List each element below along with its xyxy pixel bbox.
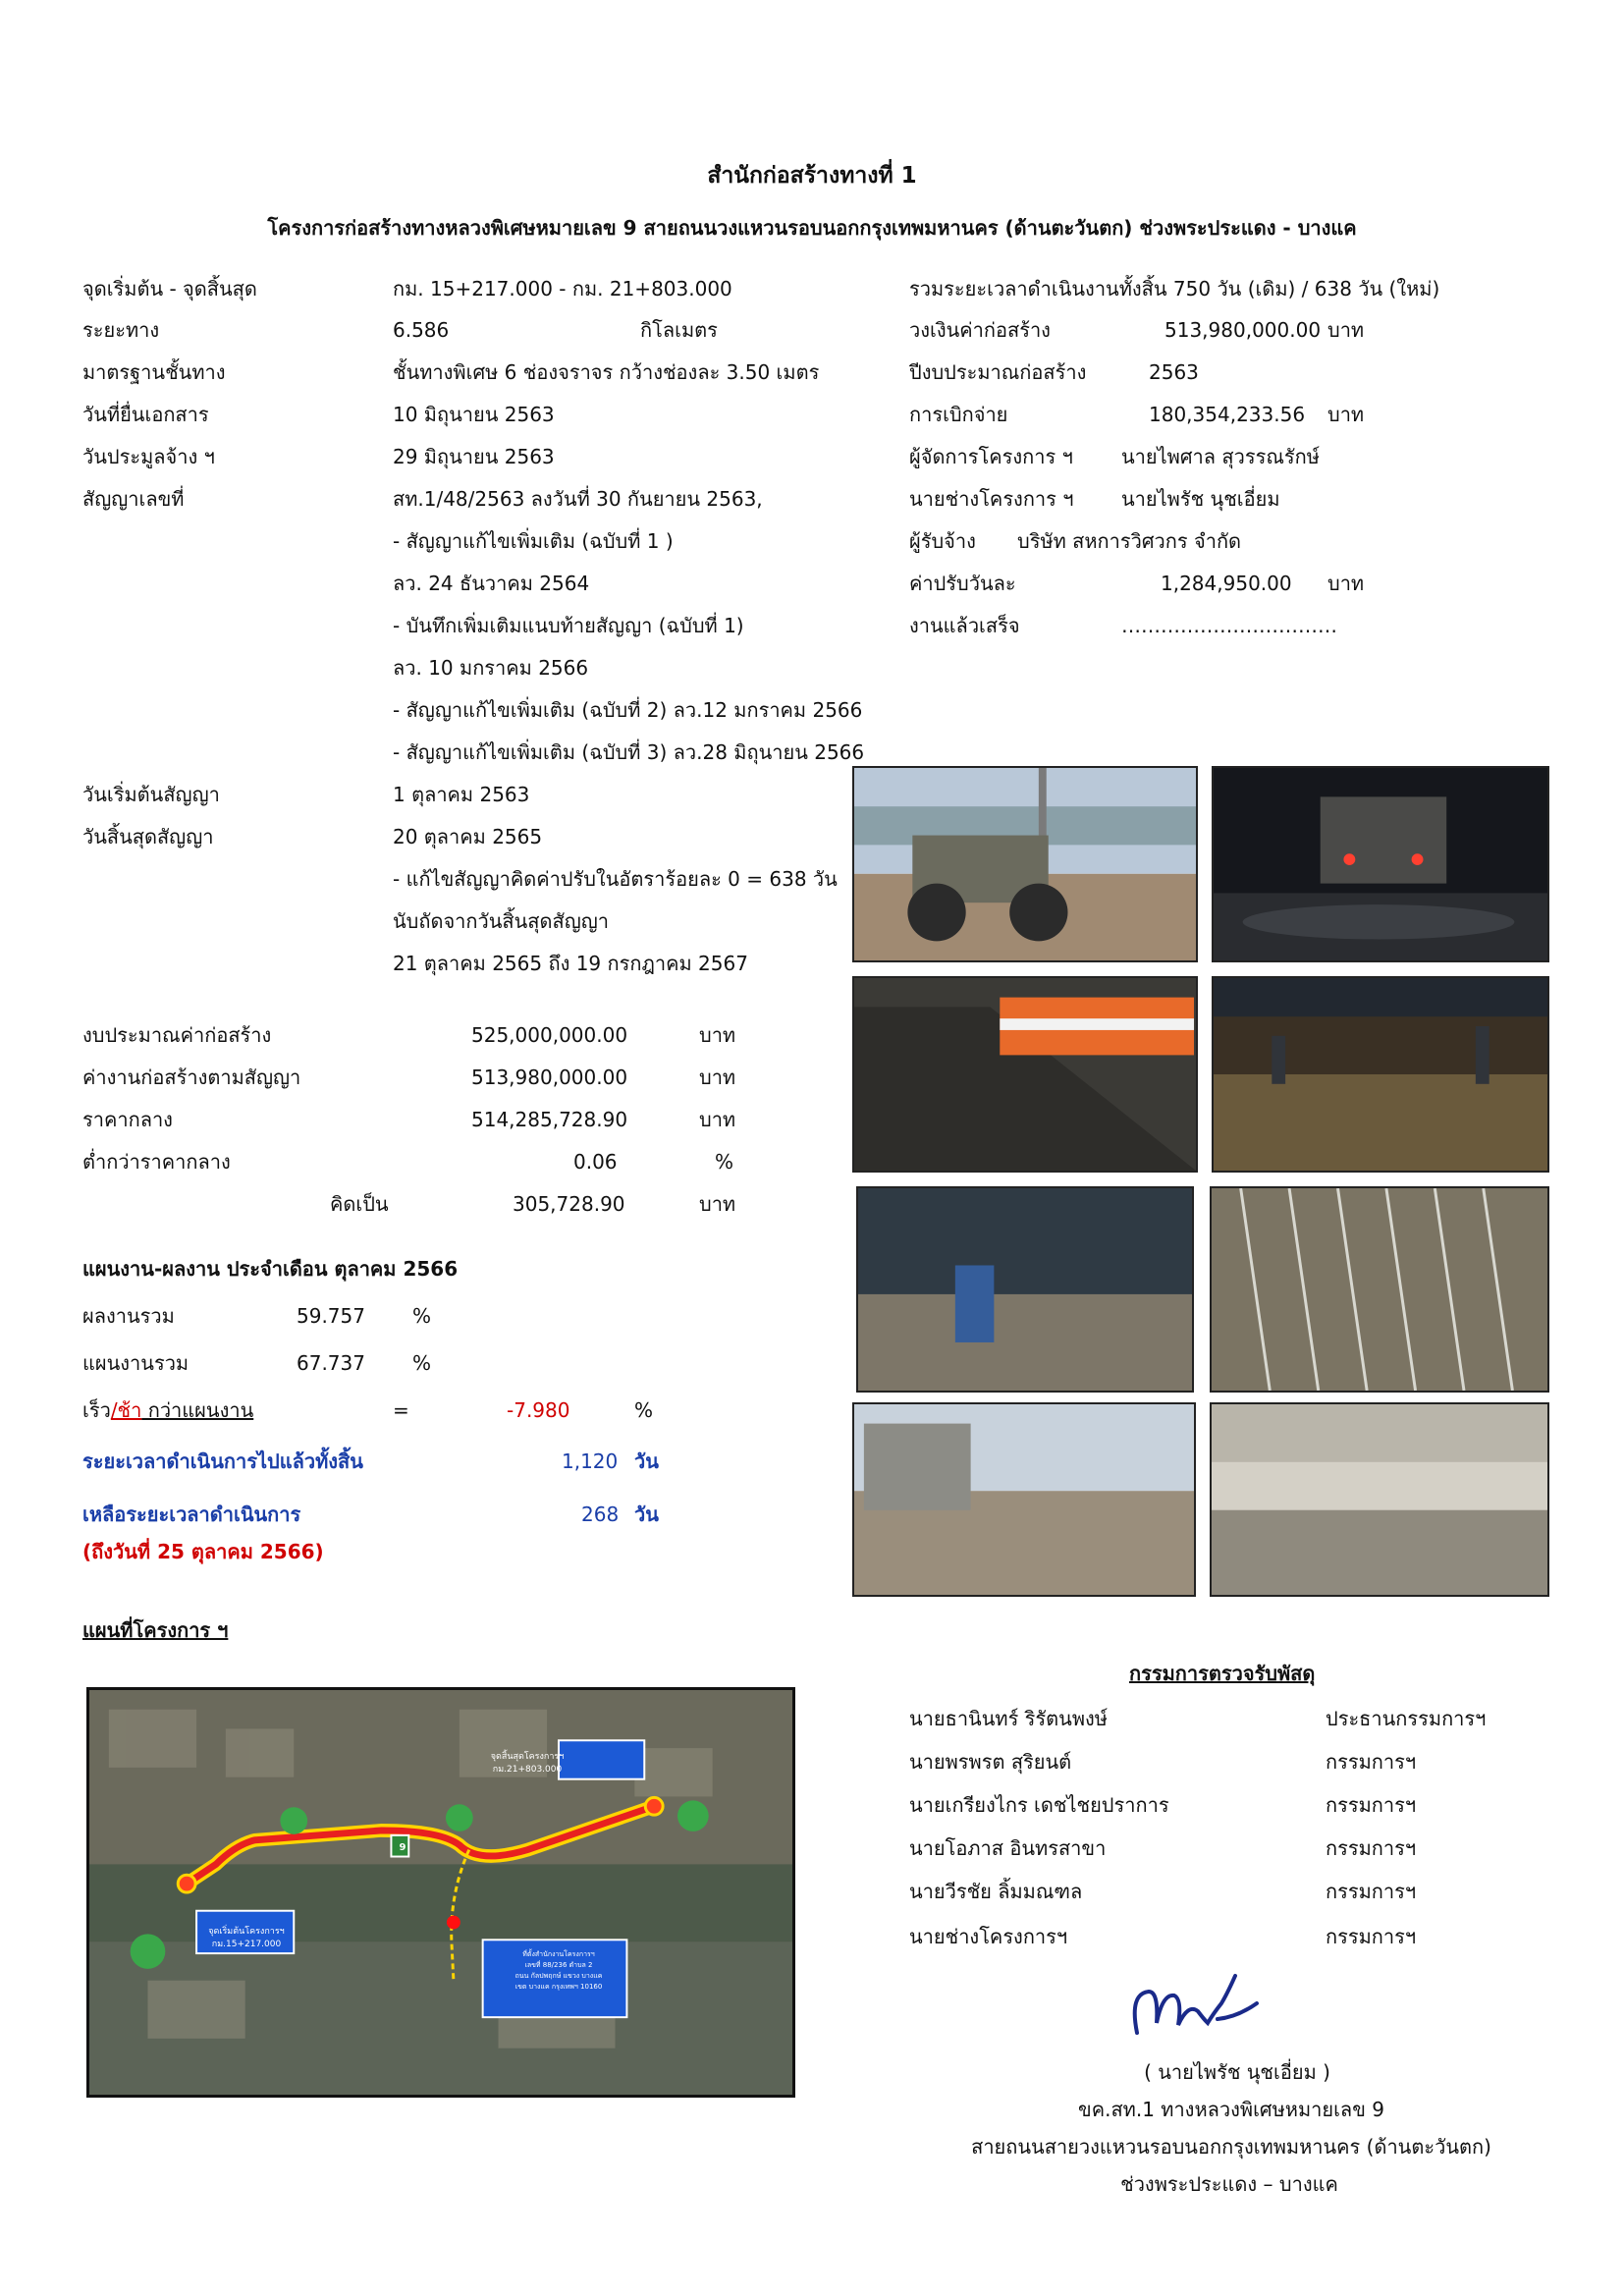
amendment-line: - สัญญาแก้ไขเพิ่มเติม (ฉบับที่ 2) ลว.12 มกราคม 2566 xyxy=(393,698,863,722)
committee-member-name: นายเกรียงไกร เดชไชยปราการ xyxy=(909,1793,1169,1817)
amendment-line: ลว. 24 ธันวาคม 2564 xyxy=(393,572,590,595)
budget-unit: บาท xyxy=(699,1192,736,1216)
info-value: สท.1/48/2563 ลงวันที่ 30 กันยายน 2563, xyxy=(393,487,763,511)
info-label: สัญญาเลขที่ xyxy=(82,487,185,511)
map-start-km: กม.15+217.000 xyxy=(211,1940,282,1949)
committee-member-role: ประธานกรรมการฯ xyxy=(1326,1707,1487,1730)
construction-photo-3 xyxy=(852,976,1198,1173)
info-label: งานแล้วเสร็จ xyxy=(909,614,1020,637)
plan-label: แผนงานรวม xyxy=(82,1351,189,1375)
diff-label-fast: เร็ว xyxy=(82,1398,111,1422)
office-title: สำนักก่อสร้างทางที่ 1 xyxy=(707,163,917,189)
budget-unit: บาท xyxy=(699,1066,736,1089)
committee-member-role: กรรมการฯ xyxy=(1326,1750,1417,1774)
as-of-date: (ถึงวันที่ 25 ตุลาคม 2566) xyxy=(82,1540,324,1563)
budget-value: 514,285,728.90 xyxy=(471,1108,628,1131)
total-duration: รวมระยะเวลาดำเนินงานทั้งสิ้น 750 วัน (เดิม) / 638 วัน (ใหม่) xyxy=(909,277,1440,301)
signature-line: สายถนนสายวงแหวนรอบนอกกรุงเทพมหานคร (ด้านตะวันตก) xyxy=(971,2135,1491,2159)
map-office-address: เลขที่ 88/236 ตำบล 2 xyxy=(524,1961,593,1969)
actual-value: 59.757 xyxy=(297,1304,365,1328)
contract-end-label: วันสิ้นสุดสัญญา xyxy=(82,825,214,848)
elapsed-label: ระยะเวลาดำเนินการไปแล้วทั้งสิ้น xyxy=(82,1449,363,1473)
info-label: ค่าปรับวันละ xyxy=(909,572,1016,595)
map-end-km: กม.21+803.000 xyxy=(492,1765,563,1775)
budget-unit: บาท xyxy=(699,1108,736,1131)
plan-value: 67.737 xyxy=(297,1351,365,1375)
committee-member-name: นายช่างโครงการฯ xyxy=(909,1925,1068,1948)
info-value: กม. 15+217.000 - กม. 21+803.000 xyxy=(393,277,732,301)
progress-title: แผนงาน-ผลงาน ประจำเดือน ตุลาคม 2566 xyxy=(82,1257,459,1281)
amendment-line: ลว. 10 มกราคม 2566 xyxy=(393,656,589,680)
project-title: โครงการก่อสร้างทางหลวงพิเศษหมายเลข 9 สายถนนวงแหวนรอบนอกกรุงเทพมหานคร (ด้านตะวันตก) ช่วงพระประแดง - บางแค xyxy=(267,216,1357,240)
budget-label: ราคากลาง xyxy=(82,1108,173,1131)
construction-photo-4 xyxy=(1212,976,1549,1173)
map-office-address: ถนน กัลปพฤกษ์ แขวง บางแค xyxy=(514,1972,603,1980)
elapsed-unit: วัน xyxy=(634,1449,659,1473)
actual-unit: % xyxy=(412,1304,432,1328)
info-value: 6.586 xyxy=(393,318,450,342)
info-value: บริษัท สหการวิศวกร จำกัด xyxy=(1017,529,1242,553)
amendment-line: - สัญญาแก้ไขเพิ่มเติม (ฉบับที่ 1 ) xyxy=(393,529,674,553)
budget-label: งบประมาณค่าก่อสร้าง xyxy=(82,1023,272,1047)
budget-value: 525,000,000.00 xyxy=(471,1023,628,1047)
diff-value: -7.980 xyxy=(507,1398,570,1422)
elapsed-value: 1,120 xyxy=(562,1449,619,1473)
info-label: วันประมูลจ้าง ฯ xyxy=(82,445,215,468)
remaining-unit: วัน xyxy=(634,1503,659,1526)
info-label: การเบิกจ่าย xyxy=(909,403,1008,426)
penalty-note: นับถัดจากวันสิ้นสุดสัญญา xyxy=(393,909,610,933)
remaining-value: 268 xyxy=(581,1503,620,1526)
map-heading: แผนที่โครงการ ฯ xyxy=(82,1618,229,1642)
map-end-label xyxy=(484,1753,570,1775)
contract-end-value: 20 ตุลาคม 2565 xyxy=(393,825,543,848)
construction-photo-2 xyxy=(1212,766,1549,962)
construction-photo-8 xyxy=(1210,1402,1549,1597)
budget-label: คิดเป็น xyxy=(330,1192,389,1216)
diff-label xyxy=(82,1400,253,1420)
map-start-label xyxy=(197,1928,296,1949)
committee-member-role: กรรมการฯ xyxy=(1326,1793,1417,1817)
budget-unit: บาท xyxy=(699,1023,736,1047)
info-label: มาตรฐานชั้นทาง xyxy=(82,360,226,384)
committee-member-role: กรรมการฯ xyxy=(1326,1836,1417,1860)
budget-label: ต่ำกว่าราคากลาง xyxy=(82,1150,231,1174)
penalty-note: 21 ตุลาคม 2565 ถึง 19 กรกฎาคม 2567 xyxy=(393,952,748,975)
info-label: นายช่างโครงการ ฯ xyxy=(909,487,1074,511)
diff-label-rest: กว่าแผนงาน xyxy=(141,1398,254,1422)
budget-value: 305,728.90 xyxy=(513,1192,625,1216)
budget-value: 0.06 xyxy=(573,1150,618,1174)
construction-photo-1 xyxy=(852,766,1198,962)
map-start-label-line: จุดเริ่มต้นโครงการฯ xyxy=(208,1927,285,1937)
committee-member-role: กรรมการฯ xyxy=(1326,1880,1417,1903)
info-value: 29 มิถุนายน 2563 xyxy=(393,445,555,468)
committee-member-name: นายธานินทร์ ริรัตนพงษ์ xyxy=(909,1707,1108,1730)
info-value: ชั้นทางพิเศษ 6 ช่องจราจร กว้างช่องละ 3.50 เมตร xyxy=(393,360,820,384)
contract-start-label: วันเริ่มต้นสัญญา xyxy=(82,783,220,806)
info-unit: บาท xyxy=(1327,572,1365,595)
committee-member-role: กรรมการฯ xyxy=(1326,1925,1417,1948)
amendment-line: - บันทึกเพิ่มเติมแนบท้ายสัญญา (ฉบับที่ 1) xyxy=(393,614,744,637)
info-label: ผู้รับจ้าง xyxy=(909,529,976,553)
committee-member-name: นายโอภาส อินทรสาขา xyxy=(909,1836,1107,1860)
info-unit: กิโลเมตร xyxy=(640,318,718,342)
info-label: จุดเริ่มต้น - จุดสิ้นสุด xyxy=(82,277,257,301)
route-number-sign: 9 xyxy=(399,1842,406,1853)
signature-line: ขค.สท.1 ทางหลวงพิเศษหมายเลข 9 xyxy=(1078,2098,1384,2121)
handwritten-signature xyxy=(1119,1964,1276,2052)
budget-value: 513,980,000.00 xyxy=(471,1066,628,1089)
penalty-note: - แก้ไขสัญญาคิดค่าปรับในอัตราร้อยละ 0 = 638 วัน xyxy=(393,867,838,891)
info-value: 2563 xyxy=(1149,360,1199,384)
info-value: 1,284,950.00 xyxy=(1161,572,1292,595)
info-unit: บาท xyxy=(1327,318,1365,342)
map-office-address: เขต บางแค กรุงเทพฯ 10160 xyxy=(514,1983,603,1991)
committee-member-name: นายวีรชัย ลิ้มมณฑล xyxy=(909,1880,1083,1903)
committee-title: กรรมการตรวจรับพัสดุ xyxy=(1129,1662,1316,1685)
construction-photo-6 xyxy=(1210,1186,1549,1393)
signature-line: ช่วงพระประแดง – บางแค xyxy=(1120,2172,1338,2196)
info-value: 513,980,000.00 xyxy=(1164,318,1322,342)
budget-label: ค่างานก่อสร้างตามสัญญา xyxy=(82,1066,301,1089)
diff-label-slow: /ช้า xyxy=(110,1398,142,1422)
info-value: …………………………… xyxy=(1121,614,1337,637)
info-label: วงเงินค่าก่อสร้าง xyxy=(909,318,1051,342)
info-label: วันที่ยื่นเอกสาร xyxy=(82,403,209,426)
map-office-label xyxy=(486,1951,631,1991)
committee-member-name: นายพรพรต สุริยนต์ xyxy=(909,1750,1072,1774)
construction-photo-7 xyxy=(852,1402,1196,1597)
info-label: ผู้จัดการโครงการ ฯ xyxy=(909,445,1073,468)
remaining-label: เหลือระยะเวลาดำเนินการ xyxy=(82,1503,301,1526)
info-label: ปีงบประมาณก่อสร้าง xyxy=(909,360,1087,384)
budget-unit: % xyxy=(715,1150,734,1174)
actual-label: ผลงานรวม xyxy=(82,1304,175,1328)
info-value: นายไพศาล สุวรรณรักษ์ xyxy=(1121,445,1320,468)
plan-unit: % xyxy=(412,1351,432,1375)
info-unit: บาท xyxy=(1327,403,1365,426)
info-value: 180,354,233.56 xyxy=(1149,403,1306,426)
contract-start-value: 1 ตุลาคม 2563 xyxy=(393,783,530,806)
diff-eq: = xyxy=(393,1398,409,1422)
map-office-title: ที่ตั้งสำนักงานโครงการฯ xyxy=(522,1950,595,1958)
info-value: นายไพรัช นุชเอี่ยม xyxy=(1121,487,1280,511)
diff-unit: % xyxy=(634,1398,654,1422)
map-end-label-line: จุดสิ้นสุดโครงการฯ xyxy=(490,1752,565,1762)
project-map xyxy=(86,1687,795,2098)
signature-name: ( นายไพรัช นุชเอี่ยม ) xyxy=(1144,2060,1330,2084)
info-value: 10 มิถุนายน 2563 xyxy=(393,403,555,426)
amendment-line: - สัญญาแก้ไขเพิ่มเติม (ฉบับที่ 3) ลว.28 มิถุนายน 2566 xyxy=(393,740,865,764)
construction-photo-5 xyxy=(856,1186,1194,1393)
info-label: ระยะทาง xyxy=(82,318,160,342)
